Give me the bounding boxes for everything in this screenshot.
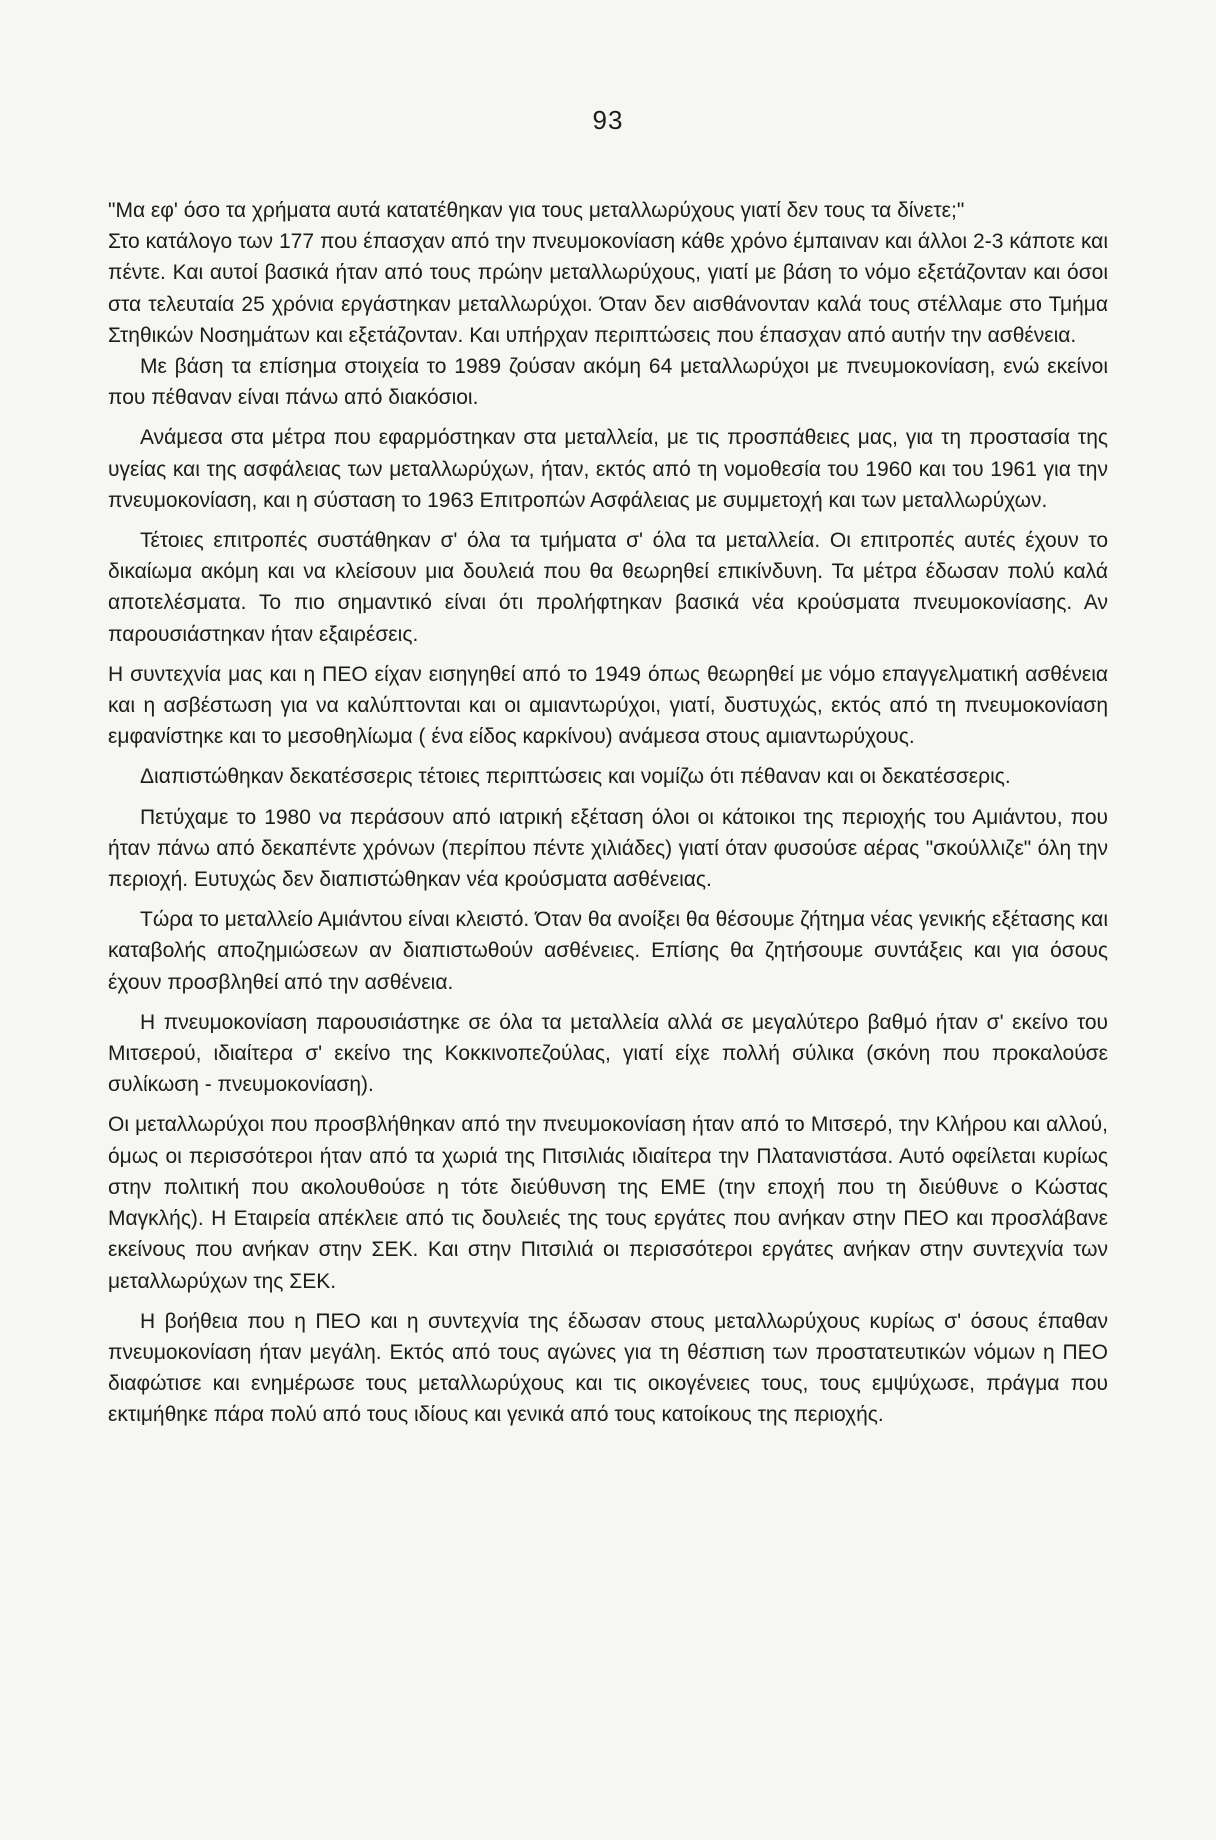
paragraph-statistics-1989: Με βάση τα επίσημα στοιχεία το 1989 ζούσαν ακόμη 64 μεταλλωρύχοι με πνευμοκονίαση, ενώ εκείνοι που πέθαναν είναι πάνω από διακόσιοι. xyxy=(108,355,1108,410)
paragraph-committees: Τέτοιες επιτροπές συστάθηκαν σ' όλα τα τμήματα σ' όλα τα μεταλλεία. Οι επιτροπές αυτές έχουν το δικαίωμα ακόμη και να κλείσουν μια δουλειά που θα θεωρηθεί επικίνδυνη. Τα μέτρα έδωσαν πολύ καλά αποτελέσματα. Το πιο σημαντικό είναι ότι προλήφτηκαν βασικά νέα κρούσματα πνευμοκονίασης. Αν παρουσιάστηκαν ήταν εξαιρέσεις. xyxy=(108,529,1108,646)
paragraph-medical-exams-1980: Πετύχαμε το 1980 να περάσουν από ιατρική εξέταση όλοι οι κάτοικοι της περιοχής του Αμιάντου, που ήταν πάνω από δεκαπέντε χρόνων (περίπου πέντε χιλιάδες) γιατί όταν φυσούσε αέρας "σκούλλιζε" όλη την περιοχή. Ευτυχώς δεν διαπιστώθηκαν νέα κρούσματα ασθένειας. xyxy=(108,805,1108,892)
paragraph-peo-help: Η βοήθεια που η ΠΕΟ και η συντεχνία της έδωσαν στους μεταλλωρύχους κυρίως σ' όσους έπαθαν πνευμοκονίαση ήταν μεγάλη. Εκτός από τους αγώνες για τη θέσπιση των προστατευτικών νόμων η ΠΕΟ διαφώτισε και ενημέρωσε τους μεταλλωρύχους και τις οικογένειες τους, τους εμψύχωσε, πράγμα που εκτιμήθηκε πάρα πολύ από τους ιδίους και γενικά από τους κατοίκους της περιοχής. xyxy=(108,1309,1108,1427)
paragraph-mitsero: Η πνευμοκονίαση παρουσιάστηκε σε όλα τα μεταλλεία αλλά σε μεγαλύτερο βαθμό ήταν σ' εκείνο του Μιτσερού, ιδιαίτερα σ' εκείνο της Κοκκινοπεζούλας, γιατί είχε πολλή σύλικα (σκόνη που προκαλούσε συλίκωση - πνευμοκονίαση). xyxy=(108,1010,1108,1097)
paragraph-quote: "Μα εφ' όσο τα χρήματα αυτά κατατέθηκαν για τους μεταλλωρύχους γιατί δεν τους τα δίνετε;" xyxy=(108,199,965,222)
paragraph-catalogue: Στο κατάλογο των 177 που έπασχαν από την πνευμοκονίαση κάθε χρόνο έμπαιναν και άλλοι 2-3 κάποτε και πέντε. Και αυτοί βασικά ήταν από τους πρώην μεταλλωρύχους, γιατί με βάση το νόμο εξετάζονταν και όσοι στα τελευταία 25 χρόνια εργάστηκαν μεταλλωρύχοι. Όταν δεν αισθάνονταν καλά τους στέλλαμε στο Τμήμα Στηθικών Νοσημάτων και εξετάζονταν. Και υπήρχαν περιπτώσεις που έπασχαν από αυτήν την ασθένεια. xyxy=(108,230,1108,347)
paragraph-pitsilia: Οι μεταλλωρύχοι που προσβλήθηκαν από την πνευμοκονίαση ήταν από το Μιτσερό, την Κλήρου και αλλού, όμως οι περισσότεροι ήταν από τα χωριά της Πιτσιλιάς ιδιαίτερα την Πλατανιστάσα. Αυτό οφείλεται κυρίως στην πολιτική που ακολουθούσε η τότε διεύθυνση της ΕΜΕ (την εποχή που τη διεύθυνε ο Κώστας Μαγκλής). Η Εταιρεία απέκλειε από τις δουλειές της τους εργάτες που ανήκαν στην ΠΕΟ και προσλάβανε εκείνους που ανήκαν στην ΣΕΚ. Και στην Πιτσιλιά οι περισσότεροι εργάτες ανήκαν στην συντεχνία των μεταλλωρύχων της ΣΕΚ. xyxy=(108,1113,1108,1293)
page-number: 93 xyxy=(592,105,624,135)
paragraph-safety-measures: Ανάμεσα στα μέτρα που εφαρμόστηκαν στα μεταλλεία, με τις προσπάθειες μας, για τη προστασία της υγείας και της ασφάλειας των μεταλλωρύχων, ήταν, εκτός από τη νομοθεσία του 1960 και του 1961 για την πνευμοκονίαση, και η σύσταση το 1963 Επιτροπών Ασφάλειας με συμμετοχή και των μεταλλωρύχων. xyxy=(108,426,1108,512)
document-body xyxy=(108,195,1108,1431)
paragraph-mine-closed: Τώρα το μεταλλείο Αμιάντου είναι κλειστό. Όταν θα ανοίξει θα θέσουμε ζήτημα νέας γενικής εξέτασης και καταβολής αποζημιώσεων αν διαπιστωθούν ασθένειες. Επίσης θα ζητήσουμε συντάξεις και για όσους έχουν προσβληθεί από την ασθένεια. xyxy=(108,908,1108,994)
paragraph-fourteen-cases: Διαπιστώθηκαν δεκατέσσερις τέτοιες περιπτώσεις και νομίζω ότι πέθαναν και οι δεκατέσσερις. xyxy=(140,765,1011,789)
paragraph-asbestosis: Η συντεχνία μας και η ΠΕΟ είχαν εισηγηθεί από το 1949 όπως θεωρηθεί με νόμο επαγγελματική ασθένεια και η ασβέστωση για να καλύπτονται και οι αμιαντωρύχοι, γιατί, δυστυχώς, εκτός από τη πνευμοκονίαση εμφανίστηκε και το μεσοθηλίωμα ( ένα είδος καρκίνου) ανάμεσα στους αμιαντωρύχους. xyxy=(108,662,1108,749)
